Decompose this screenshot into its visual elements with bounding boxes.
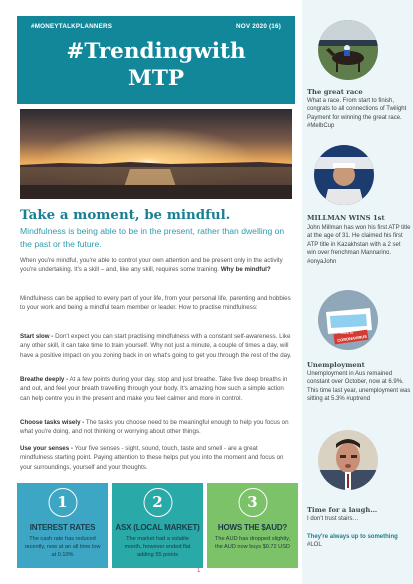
masthead-topline bbox=[31, 23, 281, 33]
sidebar bbox=[302, 0, 413, 584]
sign-text: Back to bbox=[340, 330, 354, 335]
article-lede: Mindfulness is being able to be in the present, rather than dwelling on the past or the future. bbox=[20, 226, 285, 250]
tip-title: Choose tasks wisely - bbox=[20, 419, 85, 426]
sidebar-text-millman: John Millman has won his first ATP title at the age of 31. He claimed his first ATP title in Kazakhstan with a 2 set win over frenchman Mannarino. #onyaJohn bbox=[307, 225, 411, 265]
sidebar-title-millman: MILLMAN WINS 1st bbox=[307, 214, 385, 222]
sidebar-text-laugh: I don't trust stairs… bbox=[307, 516, 359, 522]
tip-title: Start slow - bbox=[20, 333, 54, 340]
intro-question: Why be mindful? bbox=[220, 266, 271, 274]
tip-text: The tasks you choose need to be meaningful enough to help you focus on what you're doing, and not thinking or worrying about other things. bbox=[20, 419, 289, 436]
sidebar-title-great-race: The great race bbox=[307, 88, 363, 96]
horse-race-photo bbox=[318, 20, 378, 80]
stat-asx bbox=[112, 483, 203, 568]
stat-label: HOWS THE $AUD? bbox=[217, 523, 288, 532]
page-number: 1 bbox=[197, 568, 201, 574]
sidebar-text-unemployment: Unemployment in Aus remained constant over October, now at 6.9%. This time last year, unemployment was sitting at 5.3% #uptrend bbox=[307, 371, 411, 403]
issue-date: NOV 2020 (16) bbox=[236, 23, 281, 30]
sidebar-title-unemployment: Unemployment bbox=[307, 361, 365, 369]
intro-paragraph bbox=[20, 256, 292, 275]
tip-senses bbox=[20, 444, 292, 472]
application-paragraph: Mindfulness can be applied to every part of your life, from your personal life, parenting and hobbies to your work and being a mindful team member or leader. How to practise mindfulness: bbox=[20, 295, 291, 312]
masthead-title-line1: #Trendingwith bbox=[66, 39, 246, 64]
tip-text: At a few points during your day, stop and just breathe. Take five deep breaths in and out, and feel your breath travelling through your body. It's amazing how such a simple action can help centre you in the present and make you feel calmer and more in control. bbox=[20, 376, 288, 402]
masthead-title-line2: MTP bbox=[128, 66, 184, 91]
tip-text: Don't expect you can start practising mindfulness with a constant self-awareness. Like any other skill, it can take time to train yourself. Why not just a minute, a couple of times a day, will have a positive impact on you zoning back in on what's going to get you through the rest of the day. bbox=[20, 333, 292, 359]
tip-title: Breathe deeply - bbox=[20, 376, 69, 383]
stat-number: 1 bbox=[48, 488, 77, 517]
masthead bbox=[17, 16, 295, 104]
sidebar-text-great-race: What a race. From start to finish, congrats to all connections of Twilight Payment for winning the great race. #MelbCup bbox=[307, 98, 407, 130]
mask-photo bbox=[318, 290, 378, 350]
hashtag-label: #MONEYTALKPLANNERS bbox=[31, 23, 113, 30]
stat-aud bbox=[207, 483, 298, 568]
stat-number: 3 bbox=[238, 488, 267, 517]
masthead-title bbox=[17, 38, 295, 92]
punchline-bold: They're always up to something bbox=[307, 534, 398, 540]
funny-face-photo bbox=[318, 430, 378, 490]
sidebar-punchline bbox=[307, 533, 411, 550]
stat-label: ASX (LOCAL MARKET) bbox=[115, 523, 200, 532]
stat-label: INTEREST RATES bbox=[29, 523, 96, 532]
stat-description: The cash rate has reduced recently, now at an all time low at 0.10% bbox=[24, 536, 101, 558]
tip-text: Your five senses - sight, sound, touch, taste and smell - are a great mindfulness starting point. Paying attention to these helps put you into the moment and focus on your surroundings, yourself and your thoughts. bbox=[20, 445, 284, 471]
sign-text-bold: CORONAVIRUS bbox=[336, 333, 368, 343]
stat-description: The market had a volatile month, however ended flat adding 55 points bbox=[124, 536, 191, 558]
stat-number: 2 bbox=[143, 488, 172, 517]
sidebar-title-laugh: Time for a laugh… bbox=[307, 506, 378, 514]
intro-text: When you're mindful, you're able to control your own attention and be present only in the activity you're undertaking. It's a skill – and, like any skill, requires some training. bbox=[20, 257, 283, 274]
tip-start-slow bbox=[20, 332, 292, 360]
tennis-player-photo bbox=[314, 145, 374, 205]
stat-description: The AUD has dropped slightly, the AUD now buys $0.72 USD bbox=[214, 536, 291, 550]
stats-row bbox=[17, 483, 299, 568]
sunset-photo bbox=[20, 109, 292, 199]
tip-breathe bbox=[20, 375, 292, 403]
article-headline: Take a moment, be mindful. bbox=[20, 207, 231, 223]
stat-interest-rates bbox=[17, 483, 108, 568]
punchline-tag: #LOL bbox=[307, 542, 322, 549]
tip-choose-tasks bbox=[20, 418, 292, 437]
tip-title: Use your senses - bbox=[20, 445, 73, 452]
